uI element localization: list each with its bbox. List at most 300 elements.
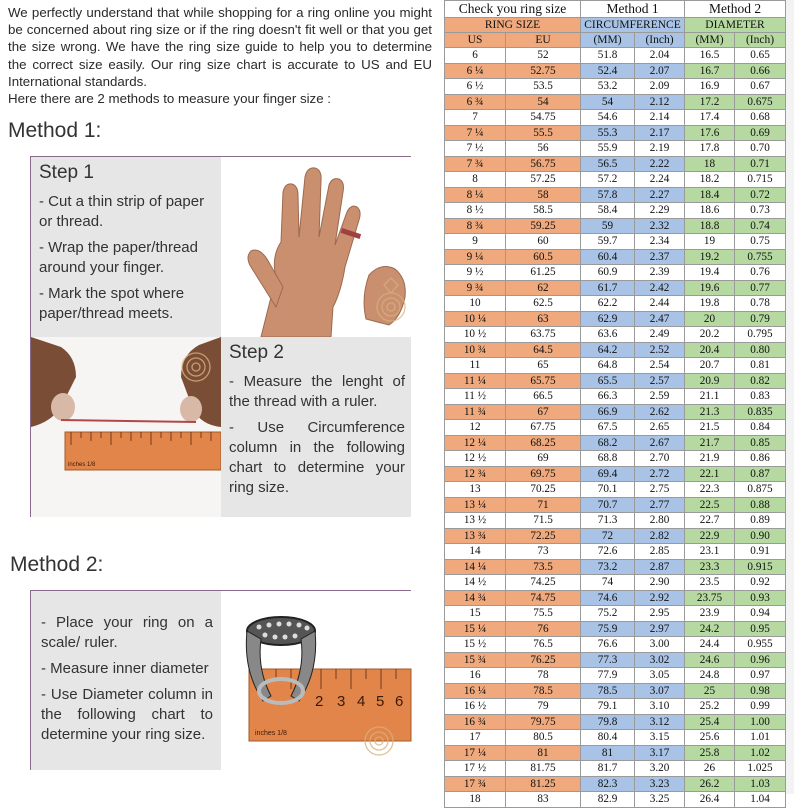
circ-mm-cell: 72.6 <box>581 544 635 560</box>
circ-mm-cell: 62.2 <box>581 296 635 312</box>
circ-mm-cell: 63.6 <box>581 327 635 343</box>
table-row <box>445 265 786 281</box>
diam-inch-cell: 0.87 <box>735 466 786 482</box>
thread-ruler-photo <box>31 337 221 517</box>
us-cell: 7 <box>445 110 506 126</box>
diam-inch-cell: 0.72 <box>735 187 786 203</box>
us-cell: 8 ½ <box>445 203 506 219</box>
circumference-header: CIRCUMFERENCE <box>581 18 685 33</box>
circ-mm-cell: 52.4 <box>581 63 635 79</box>
table-row <box>445 94 786 110</box>
circ-inch-cell: 2.14 <box>635 110 685 126</box>
circ-inch-cell: 3.07 <box>635 683 685 699</box>
diam-mm-cell: 18.8 <box>685 218 735 234</box>
step1-bullet: - Mark the spot where paper/thread meets. <box>39 285 185 322</box>
table-row <box>445 404 786 420</box>
circ-mm-cell: 68.8 <box>581 451 635 467</box>
circ-inch-cell: 3.05 <box>635 668 685 684</box>
eu-cell: 64.5 <box>506 342 581 358</box>
circ-inch-cell: 2.95 <box>635 606 685 622</box>
circ-inch-cell: 3.15 <box>635 730 685 746</box>
circ-mm-cell: 59.7 <box>581 234 635 250</box>
circ-inch-cell: 3.00 <box>635 637 685 653</box>
diam-mm-cell: 23.75 <box>685 590 735 606</box>
step1-title: Step 1 <box>39 162 94 183</box>
circ-inch-cell: 2.87 <box>635 559 685 575</box>
circ-mm-cell: 58.4 <box>581 203 635 219</box>
eu-cell: 58 <box>506 187 581 203</box>
eu-cell: 79.75 <box>506 714 581 730</box>
eu-cell: 60 <box>506 234 581 250</box>
diam-mm-cell: 18.2 <box>685 172 735 188</box>
circ-mm-cell: 55.3 <box>581 125 635 141</box>
table-row <box>445 590 786 606</box>
diam-inch-cell: 0.85 <box>735 435 786 451</box>
circ-mm-cell: 60.9 <box>581 265 635 281</box>
circ-mm-cell: 62.9 <box>581 311 635 327</box>
circ-mm-cell: 74.6 <box>581 590 635 606</box>
circ-mm-cell: 57.8 <box>581 187 635 203</box>
eu-cell: 81.25 <box>506 776 581 792</box>
eu-cell: 72.25 <box>506 528 581 544</box>
diam-mm-cell: 18.4 <box>685 187 735 203</box>
diam-mm-cell: 17.4 <box>685 110 735 126</box>
diam-inch-cell: 0.74 <box>735 218 786 234</box>
circ-mm-cell: 77.3 <box>581 652 635 668</box>
circ-mm-cell: 65.5 <box>581 373 635 389</box>
table-row <box>445 652 786 668</box>
us-cell: 11 ¼ <box>445 373 506 389</box>
table-row <box>445 606 786 622</box>
table-row <box>445 342 786 358</box>
hand-photo <box>221 157 411 337</box>
us-cell: 7 ¼ <box>445 125 506 141</box>
table-row <box>445 187 786 203</box>
method1-title: Method 1: <box>8 119 102 142</box>
diam-mm-cell: 21.1 <box>685 389 735 405</box>
diam-inch-cell: 1.04 <box>735 792 786 808</box>
eu-cell: 59.25 <box>506 218 581 234</box>
circ-inch-cell: 2.70 <box>635 451 685 467</box>
eu-cell: 69 <box>506 451 581 467</box>
diam-mm-cell: 20.4 <box>685 342 735 358</box>
circ-inch-header: (Inch) <box>635 33 685 48</box>
diam-mm-cell: 23.3 <box>685 559 735 575</box>
circ-mm-cell: 77.9 <box>581 668 635 684</box>
eu-cell: 70.25 <box>506 482 581 498</box>
table-row <box>445 141 786 157</box>
circ-mm-cell: 54.6 <box>581 110 635 126</box>
diam-mm-cell: 24.4 <box>685 637 735 653</box>
eu-cell: 81 <box>506 745 581 761</box>
circ-mm-cell: 53.2 <box>581 79 635 95</box>
us-cell: 14 ¼ <box>445 559 506 575</box>
diam-inch-cell: 0.795 <box>735 327 786 343</box>
diam-mm-cell: 20.9 <box>685 373 735 389</box>
table-row <box>445 776 786 792</box>
us-cell: 11 <box>445 358 506 374</box>
diam-mm-cell: 24.6 <box>685 652 735 668</box>
intro-paragraph: We perfectly understand that while shopping for a ring online you might be concerned about ring size or if the ring doesn't fit well or that you get the size wrong. We have the ring size guide to help you to determine the correct size easily. Our ring size chart is accurate to US and EU International standards. <box>8 5 432 89</box>
us-cell: 14 <box>445 544 506 560</box>
table-row <box>445 48 786 64</box>
diam-inch-cell: 0.96 <box>735 652 786 668</box>
circ-mm-cell: 55.9 <box>581 141 635 157</box>
us-cell: 11 ¾ <box>445 404 506 420</box>
circ-inch-cell: 2.22 <box>635 156 685 172</box>
diam-inch-cell: 0.95 <box>735 621 786 637</box>
us-cell: 10 ¼ <box>445 311 506 327</box>
table-row <box>445 234 786 250</box>
circ-inch-cell: 2.97 <box>635 621 685 637</box>
circ-inch-cell: 2.37 <box>635 249 685 265</box>
circ-inch-cell: 2.17 <box>635 125 685 141</box>
circ-mm-cell: 81.7 <box>581 761 635 777</box>
circ-mm-cell: 56.5 <box>581 156 635 172</box>
table-row <box>445 63 786 79</box>
circ-inch-cell: 2.77 <box>635 497 685 513</box>
diam-mm-cell: 22.9 <box>685 528 735 544</box>
diam-inch-header: (Inch) <box>735 33 786 48</box>
circ-mm-cell: 72 <box>581 528 635 544</box>
eu-cell: 79 <box>506 699 581 715</box>
circ-mm-cell: 82.3 <box>581 776 635 792</box>
eu-cell: 62.5 <box>506 296 581 312</box>
us-cell: 17 ½ <box>445 761 506 777</box>
circ-mm-cell: 60.4 <box>581 249 635 265</box>
us-cell: 11 ½ <box>445 389 506 405</box>
us-header: US <box>445 33 506 48</box>
diam-inch-cell: 0.89 <box>735 513 786 529</box>
table-row <box>445 358 786 374</box>
diam-mm-cell: 26 <box>685 761 735 777</box>
ruler-number: 6 <box>395 693 404 710</box>
us-cell: 10 ½ <box>445 327 506 343</box>
diam-inch-cell: 1.02 <box>735 745 786 761</box>
circ-mm-cell: 59 <box>581 218 635 234</box>
diam-mm-cell: 19.8 <box>685 296 735 312</box>
eu-cell: 71 <box>506 497 581 513</box>
method1-panel <box>30 156 411 517</box>
diam-mm-cell: 22.7 <box>685 513 735 529</box>
diam-inch-cell: 1.025 <box>735 761 786 777</box>
circ-inch-cell: 2.27 <box>635 187 685 203</box>
circ-inch-cell: 2.92 <box>635 590 685 606</box>
intro-text <box>8 4 432 107</box>
diam-mm-cell: 25 <box>685 683 735 699</box>
ruler-number: 2 <box>315 693 324 710</box>
ring-size-chart <box>444 0 794 806</box>
eu-cell: 53.5 <box>506 79 581 95</box>
diam-mm-cell: 23.5 <box>685 575 735 591</box>
circ-inch-cell: 2.24 <box>635 172 685 188</box>
diam-mm-cell: 23.9 <box>685 606 735 622</box>
table-row <box>445 110 786 126</box>
diam-mm-cell: 18 <box>685 156 735 172</box>
table-row <box>445 280 786 296</box>
diam-inch-cell: 0.91 <box>735 544 786 560</box>
eu-cell: 83 <box>506 792 581 808</box>
table-row <box>445 79 786 95</box>
circ-mm-cell: 67.5 <box>581 420 635 436</box>
us-cell: 16 ½ <box>445 699 506 715</box>
us-cell: 10 ¾ <box>445 342 506 358</box>
circ-mm-cell: 57.2 <box>581 172 635 188</box>
circ-inch-cell: 2.65 <box>635 420 685 436</box>
diam-inch-cell: 0.835 <box>735 404 786 420</box>
thread-ruler-label: inches 1/8 <box>68 462 96 468</box>
us-cell: 17 <box>445 730 506 746</box>
diam-inch-cell: 1.01 <box>735 730 786 746</box>
circ-mm-cell: 80.4 <box>581 730 635 746</box>
circ-inch-cell: 2.04 <box>635 48 685 64</box>
diam-mm-cell: 24.2 <box>685 621 735 637</box>
circ-inch-cell: 2.19 <box>635 141 685 157</box>
eu-cell: 81.75 <box>506 761 581 777</box>
step2-box <box>221 337 411 517</box>
diam-inch-cell: 0.97 <box>735 668 786 684</box>
circ-mm-cell: 75.2 <box>581 606 635 622</box>
table-row <box>445 792 786 808</box>
diam-inch-cell: 0.94 <box>735 606 786 622</box>
circ-inch-cell: 2.59 <box>635 389 685 405</box>
step1-bullet: - Wrap the paper/thread around your finger. <box>39 239 198 276</box>
us-cell: 14 ½ <box>445 575 506 591</box>
diam-inch-cell: 0.79 <box>735 311 786 327</box>
ruler-number: 4 <box>357 693 366 710</box>
diam-inch-cell: 0.99 <box>735 699 786 715</box>
diam-mm-cell: 16.9 <box>685 79 735 95</box>
circ-inch-cell: 2.75 <box>635 482 685 498</box>
diam-inch-cell: 0.68 <box>735 110 786 126</box>
table-row <box>445 389 786 405</box>
diam-inch-cell: 0.86 <box>735 451 786 467</box>
diam-inch-cell: 0.92 <box>735 575 786 591</box>
table-row <box>445 559 786 575</box>
table-row <box>445 528 786 544</box>
diam-mm-cell: 22.1 <box>685 466 735 482</box>
diam-mm-cell: 17.2 <box>685 94 735 110</box>
circ-mm-cell: 51.8 <box>581 48 635 64</box>
circ-mm-cell: 68.2 <box>581 435 635 451</box>
us-cell: 13 ¼ <box>445 497 506 513</box>
diam-mm-cell: 21.3 <box>685 404 735 420</box>
method2-panel <box>30 590 411 770</box>
eu-cell: 61.25 <box>506 265 581 281</box>
eu-cell: 78 <box>506 668 581 684</box>
us-cell: 14 ¾ <box>445 590 506 606</box>
ring-size-table <box>444 0 786 808</box>
us-cell: 6 ½ <box>445 79 506 95</box>
eu-cell: 57.25 <box>506 172 581 188</box>
diam-inch-cell: 0.915 <box>735 559 786 575</box>
step2-bullet: - Measure the lenght of the thread with a ruler. <box>229 373 405 410</box>
circ-inch-cell: 2.34 <box>635 234 685 250</box>
us-cell: 16 ¼ <box>445 683 506 699</box>
diam-inch-cell: 0.75 <box>735 234 786 250</box>
diam-inch-cell: 0.88 <box>735 497 786 513</box>
diam-mm-cell: 23.1 <box>685 544 735 560</box>
eu-cell: 74.75 <box>506 590 581 606</box>
diam-mm-cell: 16.7 <box>685 63 735 79</box>
table-row <box>445 327 786 343</box>
diam-inch-cell: 0.65 <box>735 48 786 64</box>
table-row <box>445 513 786 529</box>
us-cell: 10 <box>445 296 506 312</box>
circ-mm-cell: 81 <box>581 745 635 761</box>
us-cell: 16 ¾ <box>445 714 506 730</box>
diameter-header: DIAMETER <box>685 18 786 33</box>
eu-cell: 74.25 <box>506 575 581 591</box>
table-row <box>445 420 786 436</box>
diam-mm-cell: 25.2 <box>685 699 735 715</box>
us-cell: 8 ¾ <box>445 218 506 234</box>
table-row <box>445 203 786 219</box>
eu-cell: 55.5 <box>506 125 581 141</box>
table-row <box>445 714 786 730</box>
diam-inch-cell: 0.71 <box>735 156 786 172</box>
circ-mm-cell: 76.6 <box>581 637 635 653</box>
eu-cell: 76.5 <box>506 637 581 653</box>
circ-mm-cell: 82.9 <box>581 792 635 808</box>
us-cell: 12 ¼ <box>445 435 506 451</box>
ruler-number: 5 <box>376 693 385 710</box>
ruler-number: 3 <box>337 693 346 710</box>
table-row <box>445 172 786 188</box>
eu-cell: 78.5 <box>506 683 581 699</box>
diam-inch-cell: 0.77 <box>735 280 786 296</box>
ring-ruler-photo <box>221 591 411 770</box>
us-cell: 8 ¼ <box>445 187 506 203</box>
eu-cell: 62 <box>506 280 581 296</box>
diam-inch-cell: 0.675 <box>735 94 786 110</box>
us-cell: 6 <box>445 48 506 64</box>
intro-methods-line: Here there are 2 methods to measure your finger size : <box>8 91 331 107</box>
table-row <box>445 373 786 389</box>
circ-inch-cell: 2.42 <box>635 280 685 296</box>
diam-mm-cell: 21.7 <box>685 435 735 451</box>
circ-mm-cell: 61.7 <box>581 280 635 296</box>
diam-mm-cell: 16.5 <box>685 48 735 64</box>
eu-cell: 68.25 <box>506 435 581 451</box>
diam-mm-cell: 19 <box>685 234 735 250</box>
us-cell: 15 ½ <box>445 637 506 653</box>
ring-ruler-label: inches 1/8 <box>255 730 287 737</box>
diam-mm-cell: 17.8 <box>685 141 735 157</box>
eu-cell: 76 <box>506 621 581 637</box>
method2-header: Method 2 <box>685 1 786 18</box>
table-row <box>445 699 786 715</box>
ring-size-header: RING SIZE <box>445 18 581 33</box>
circ-inch-cell: 2.85 <box>635 544 685 560</box>
diam-inch-cell: 0.80 <box>735 342 786 358</box>
circ-inch-cell: 2.52 <box>635 342 685 358</box>
step1-box <box>31 157 221 337</box>
diam-mm-cell: 20.7 <box>685 358 735 374</box>
diam-inch-cell: 0.82 <box>735 373 786 389</box>
diam-inch-cell: 0.90 <box>735 528 786 544</box>
circ-inch-cell: 3.25 <box>635 792 685 808</box>
circ-inch-cell: 3.12 <box>635 714 685 730</box>
us-cell: 9 ½ <box>445 265 506 281</box>
table-row <box>445 311 786 327</box>
circ-mm-cell: 54 <box>581 94 635 110</box>
us-cell: 13 <box>445 482 506 498</box>
check-size-header: Check you ring size <box>445 1 581 18</box>
circ-inch-cell: 2.57 <box>635 373 685 389</box>
circ-inch-cell: 2.07 <box>635 63 685 79</box>
us-cell: 6 ¾ <box>445 94 506 110</box>
table-row <box>445 730 786 746</box>
diam-mm-cell: 26.4 <box>685 792 735 808</box>
circ-mm-cell: 64.8 <box>581 358 635 374</box>
circ-inch-cell: 2.44 <box>635 296 685 312</box>
us-cell: 15 <box>445 606 506 622</box>
us-cell: 12 ¾ <box>445 466 506 482</box>
eu-cell: 66.5 <box>506 389 581 405</box>
eu-cell: 63 <box>506 311 581 327</box>
circ-mm-cell: 73.2 <box>581 559 635 575</box>
diam-inch-cell: 0.84 <box>735 420 786 436</box>
eu-cell: 63.75 <box>506 327 581 343</box>
diam-inch-cell: 0.67 <box>735 79 786 95</box>
diam-mm-cell: 26.2 <box>685 776 735 792</box>
us-cell: 7 ¾ <box>445 156 506 172</box>
circ-mm-cell: 70.7 <box>581 497 635 513</box>
circ-inch-cell: 2.54 <box>635 358 685 374</box>
diam-mm-cell: 19.2 <box>685 249 735 265</box>
step2-title: Step 2 <box>229 342 284 363</box>
circ-inch-cell: 2.82 <box>635 528 685 544</box>
diam-inch-cell: 0.875 <box>735 482 786 498</box>
circ-mm-header: (MM) <box>581 33 635 48</box>
eu-cell: 67.75 <box>506 420 581 436</box>
diam-inch-cell: 0.78 <box>735 296 786 312</box>
circ-mm-cell: 75.9 <box>581 621 635 637</box>
circ-inch-cell: 2.47 <box>635 311 685 327</box>
method2-bullet: - Place your ring on a scale/ ruler. <box>41 614 213 651</box>
eu-cell: 56.75 <box>506 156 581 172</box>
circ-inch-cell: 2.12 <box>635 94 685 110</box>
circ-mm-cell: 79.1 <box>581 699 635 715</box>
circ-mm-cell: 66.9 <box>581 404 635 420</box>
eu-header: EU <box>506 33 581 48</box>
diam-mm-cell: 19.6 <box>685 280 735 296</box>
table-row <box>445 451 786 467</box>
diam-inch-cell: 0.70 <box>735 141 786 157</box>
diam-mm-cell: 25.8 <box>685 745 735 761</box>
eu-cell: 75.5 <box>506 606 581 622</box>
circ-mm-cell: 79.8 <box>581 714 635 730</box>
us-cell: 7 ½ <box>445 141 506 157</box>
size-rows <box>445 48 786 808</box>
diam-mm-cell: 22.3 <box>685 482 735 498</box>
diam-inch-cell: 0.715 <box>735 172 786 188</box>
circ-inch-cell: 2.49 <box>635 327 685 343</box>
circ-inch-cell: 2.90 <box>635 575 685 591</box>
circ-mm-cell: 69.4 <box>581 466 635 482</box>
eu-cell: 80.5 <box>506 730 581 746</box>
diam-mm-cell: 20.2 <box>685 327 735 343</box>
eu-cell: 58.5 <box>506 203 581 219</box>
diam-mm-cell: 24.8 <box>685 668 735 684</box>
us-cell: 13 ½ <box>445 513 506 529</box>
circ-mm-cell: 78.5 <box>581 683 635 699</box>
eu-cell: 52 <box>506 48 581 64</box>
table-row <box>445 249 786 265</box>
table-row <box>445 156 786 172</box>
circ-inch-cell: 2.72 <box>635 466 685 482</box>
